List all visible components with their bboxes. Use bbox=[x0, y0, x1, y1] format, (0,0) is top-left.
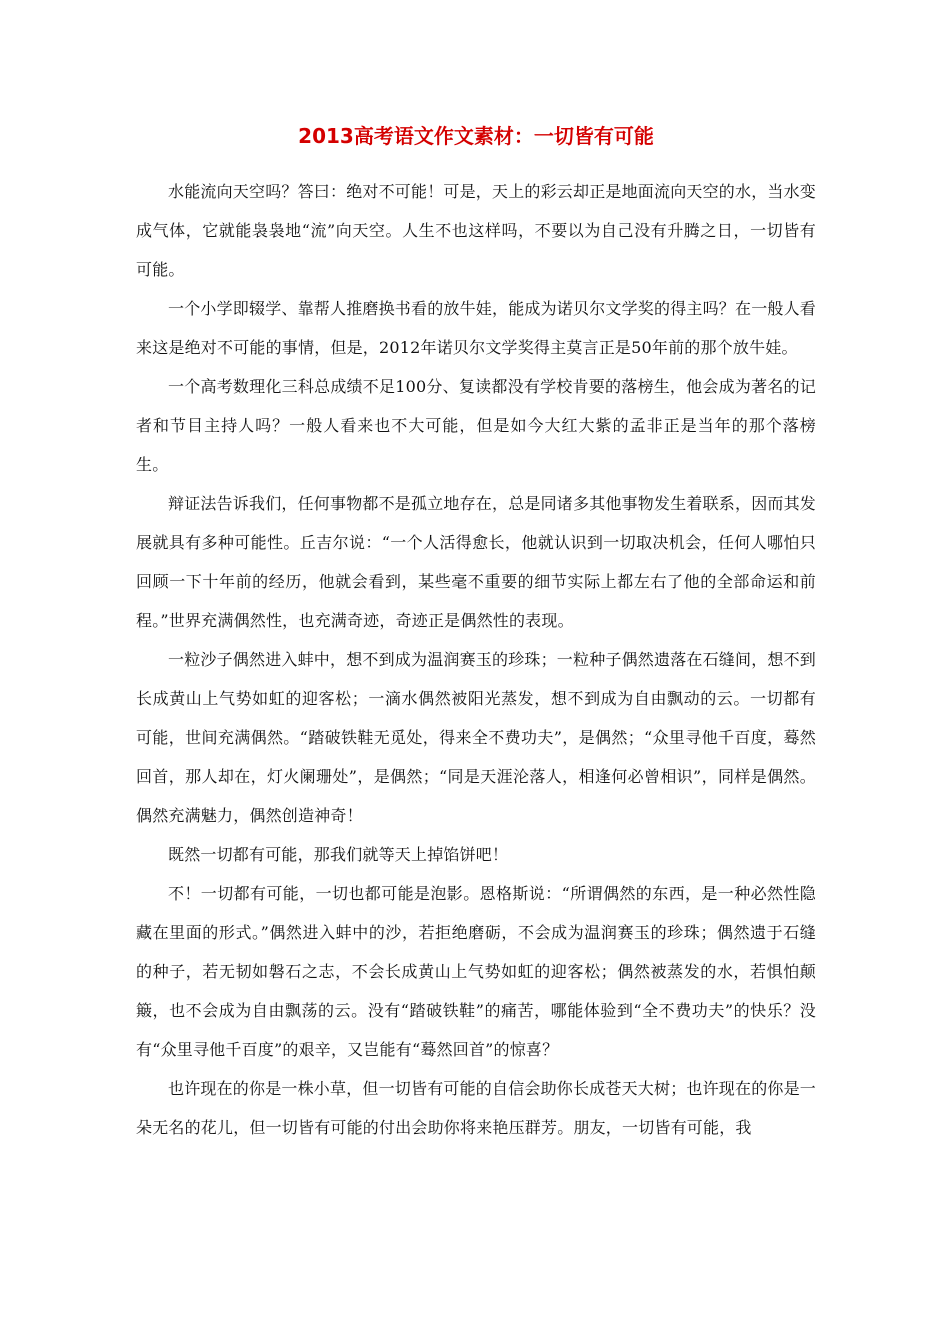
paragraph-2: 一个小学即辍学、靠帮人推磨换书看的放牛娃，能成为诺贝尔文学奖的得主吗？在一般人看来这是绝对不可能的事情，但是，2012年诺贝尔文学奖得主莫言正是50年前的那个放牛娃。 bbox=[136, 299, 817, 357]
paragraph-1: 水能流向天空吗？答曰：绝对不可能！可是，天上的彩云却正是地面流向天空的水，当水变成气体，它就能袅袅地“流”向天空。人生不也这样吗，不要以为自己没有升腾之日，一切皆有可能。 bbox=[136, 182, 817, 279]
paragraph-4: 辩证法告诉我们，任何事物都不是孤立地存在，总是同诸多其他事物发生着联系，因而其发展就具有多种可能性。丘吉尔说：“一个人活得愈长，他就认识到一切取决机会，任何人哪怕只回顾一下十年前的经历，他就会看到，某些毫不重要的细节实际上都左右了他的全部命运和前程。”世界充满偶然性，也充满奇迹，奇迹正是偶然性的表现。 bbox=[136, 494, 817, 630]
paragraph-7: 不！一切都有可能，一切也都可能是泡影。恩格斯说：“所谓偶然的东西，是一种必然性隐藏在里面的形式。”偶然进入蚌中的沙，若拒绝磨砺，不会成为温润赛玉的珍珠；偶然遗于石缝的种子，若无韧如磐石之志，不会长成黄山上气势如虹的迎客松；偶然被蒸发的水，若惧怕颠簸，也不会成为自由飘荡的云。没有“踏破铁鞋”的痛苦，哪能体验到“全不费功夫”的快乐？没有“众里寻他千百度”的艰辛，又岂能有“蓦然回首”的惊喜？ bbox=[136, 884, 816, 1059]
paragraph-5: 一粒沙子偶然进入蚌中，想不到成为温润赛玉的珍珠；一粒种子偶然遗落在石缝间，想不到长成黄山上气势如虹的迎客松；一滴水偶然被阳光蒸发，想不到成为自由飘动的云。一切都有可能，世间充满偶然。“踏破铁鞋无觅处，得来全不费功夫”，是偶然；“众里寻他千百度，蓦然回首，那人却在，灯火阑珊处”，是偶然；“同是天涯沦落人，相逢何必曾相识”，同样是偶然。偶然充满魅力，偶然创造神奇！ bbox=[136, 650, 817, 825]
paragraph-6: 既然一切都有可能，那我们就等天上掉馅饼吧！ bbox=[168, 845, 509, 864]
document-title: 2013高考语文作文素材：一切皆有可能 bbox=[298, 124, 654, 148]
document-body bbox=[136, 172, 816, 1147]
paragraph-3: 一个高考数理化三科总成绩不足100分、复读都没有学校肯要的落榜生，他会成为著名的记者和节目主持人吗？一般人看来也不大可能，但是如今大红大紫的孟非正是当年的那个落榜生。 bbox=[136, 377, 816, 474]
paragraph-8: 也许现在的你是一株小草，但一切皆有可能的自信会助你长成苍天大树；也许现在的你是一朵无名的花儿，但一切皆有可能的付出会助你将来艳压群芳。朋友，一切皆有可能，我 bbox=[136, 1079, 817, 1137]
